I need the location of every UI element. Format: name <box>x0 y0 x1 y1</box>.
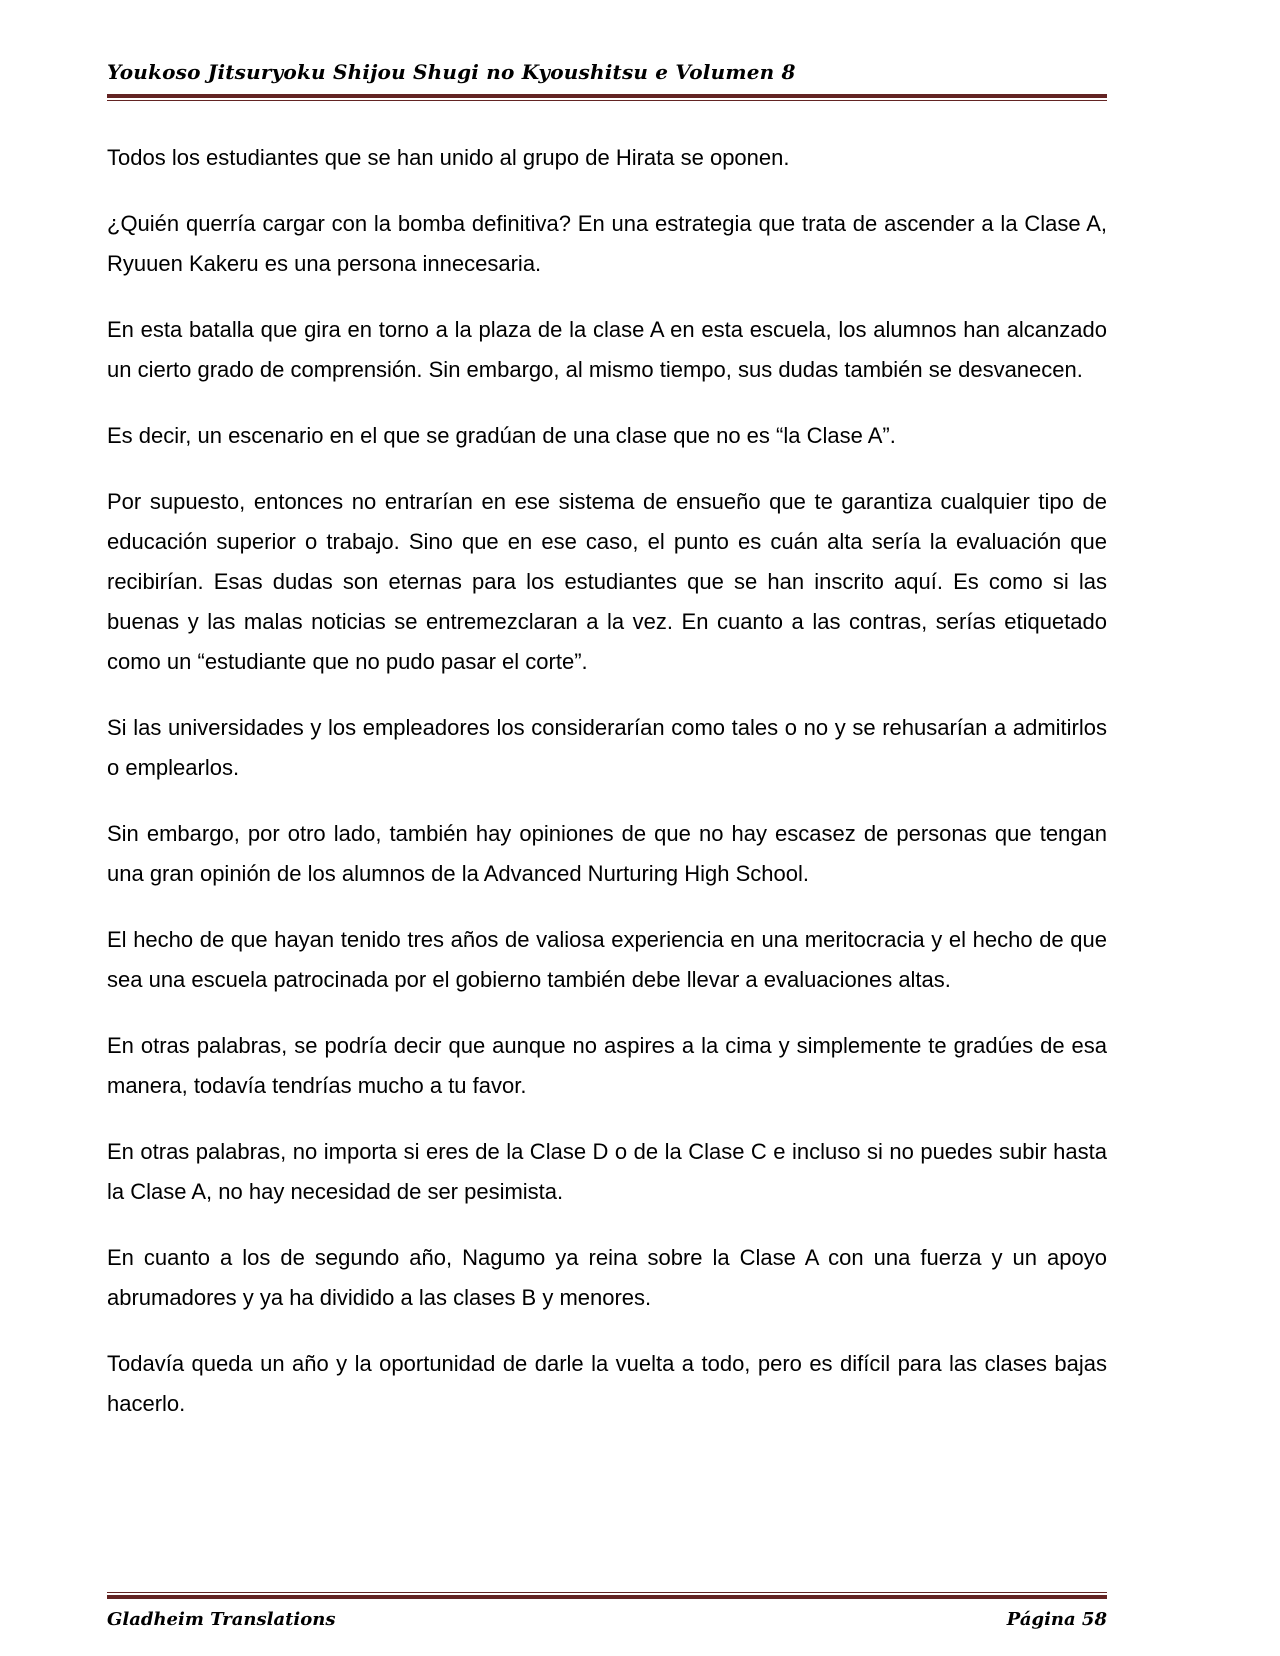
page-body <box>107 138 1107 1450</box>
footer-rule <box>107 1592 1107 1599</box>
paragraph: Si las universidades y los empleadores los considerarían como tales o no y se rehusarían a admitirlos o emplearlos. <box>107 715 1107 780</box>
paragraph: El hecho de que hayan tenido tres años de valiosa experiencia en una meritocracia y el hecho de que sea una escuela patrocinada por el gobierno también debe llevar a evaluaciones altas. <box>107 927 1107 992</box>
header-rule <box>107 94 1107 101</box>
paragraph: Todavía queda un año y la oportunidad de darle la vuelta a todo, pero es difícil para las clases bajas hacerlo. <box>107 1351 1107 1416</box>
paragraph: Todos los estudiantes que se han unido al grupo de Hirata se oponen. <box>107 145 790 170</box>
paragraph: ¿Quién querría cargar con la bomba definitiva? En una estrategia que trata de ascender a la Clase A, Ryuuen Kakeru es una persona innecesaria. <box>107 211 1107 276</box>
paragraph: En cuanto a los de segundo año, Nagumo ya reina sobre la Clase A con una fuerza y un apoyo abrumadores y ya ha dividido a las clases B y menores. <box>107 1245 1107 1310</box>
footer-page-number: Página 58 <box>1006 1609 1107 1630</box>
paragraph: Sin embargo, por otro lado, también hay opiniones de que no hay escasez de personas que tengan una gran opinión de los alumnos de la Advanced Nurturing High School. <box>107 821 1107 886</box>
header-title: Youkoso Jitsuryoku Shijou Shugi no Kyoushitsu e Volumen 8 <box>107 60 796 84</box>
page-footer <box>107 1592 1107 1630</box>
footer-translator: Gladheim Translations <box>107 1609 336 1630</box>
paragraph: En otras palabras, no importa si eres de la Clase D o de la Clase C e incluso si no puedes subir hasta la Clase A, no hay necesidad de ser pesimista. <box>107 1139 1107 1204</box>
paragraph: En otras palabras, se podría decir que aunque no aspires a la cima y simplemente te gradúes de esa manera, todavía tendrías mucho a tu favor. <box>107 1033 1107 1098</box>
page-header <box>107 60 1107 101</box>
paragraph: En esta batalla que gira en torno a la plaza de la clase A en esta escuela, los alumnos han alcanzado un cierto grado de comprensión. Sin embargo, al mismo tiempo, sus dudas también se desvanecen. <box>107 317 1107 382</box>
paragraph: Es decir, un escenario en el que se gradúan de una clase que no es “la Clase A”. <box>107 423 896 448</box>
paragraph: Por supuesto, entonces no entrarían en ese sistema de ensueño que te garantiza cualquier tipo de educación superior o trabajo. Sino que en ese caso, el punto es cuán alta sería la evaluación que recibirían. Esas dudas son eternas para los estudiantes que se han inscrito aquí. Es como si las buenas y las malas noticias se entremezclaran a la vez. En cuanto a las contras, serías etiquetado como un “estudiante que no pudo pasar el corte”. <box>107 489 1107 674</box>
